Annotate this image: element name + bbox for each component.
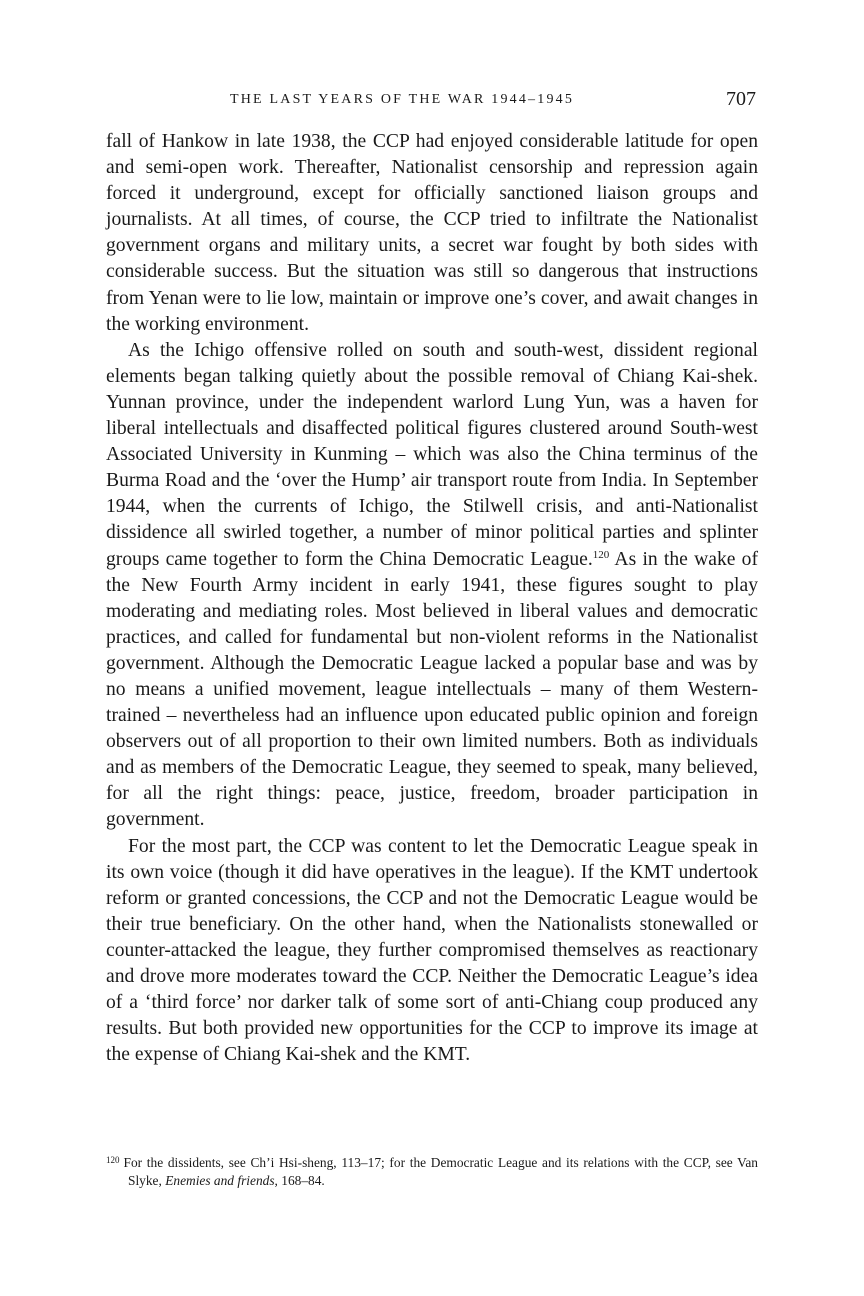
- page-number: 707: [726, 88, 756, 110]
- footnote-reference: 120: [592, 548, 610, 561]
- body-text: [106, 129, 758, 1068]
- paragraph-democratic-league: For the most part, the CCP was content to let the Democratic League speak in its own voice (though it did have operatives in the league). If the KMT undertook reform or granted concessions, the CCP and not the Democratic League would be their true beneficiary. On the other hand, when the Nationalists stonewalled or counter-attacked the league, they further compromised themselves as reactionary and drove more moderates toward the CCP. Neither the Democratic League’s idea of a ‘third force’ nor darker talk of some sort of anti-Chiang coup produced any results. But both provided new opportunities for the CCP to improve its image at the expense of Chiang Kai-shek and the KMT.: [106, 835, 758, 1066]
- footnote-cited-title: Enemies and friends: [165, 1173, 275, 1188]
- footnote-number: 120: [106, 1155, 120, 1165]
- paragraph-text: As the Ichigo offensive rolled on south and south-west, dissident regional elements began talking quietly about the possible removal of Chiang Kai-shek. Yunnan province, under the independent warlord Lung Yun, was a haven for liberal intellectuals and disaffected political figures clustered around South-west Associated University in Kunming – which was also the China terminus of the Burma Road and the ‘over the Hump’ air transport route from India. In September 1944, when the currents of Ichigo, the Stilwell crisis, and anti-Nationalist dissidence all swirled together, a number of minor political parties and splinter groups came together to form the China Democratic League.: [106, 339, 758, 570]
- paragraph-text: As in the wake of the New Fourth Army incident in early 1941, these figures sought to play moderating and mediating roles. Most believed in liberal values and democratic practices, and called for fundamental but non-violent reforms in the Nationalist government. Although the Democratic League lacked a popular base and was by no means a unified movement, league intellectuals – many of them Western-trained – nevertheless had an influence upon educated public opinion and foreign observers out of all proportion to their own limited numbers. Both as individuals and as members of the Democratic League, they seemed to speak, many believed, for all the right things: peace, justice, freedom, broader participation in government.: [106, 548, 759, 831]
- running-head: [106, 86, 758, 116]
- footnote-body: For the dissidents, see Ch’i Hsi-sheng, 113–17; for the Democratic League and its relations with the CCP, see Van Slyke,: [123, 1155, 758, 1188]
- footnote-text: [106, 1151, 758, 1190]
- footnote-body-end: , 168–84.: [274, 1173, 325, 1188]
- paragraph-continued: fall of Hankow in late 1938, the CCP had enjoyed considerable latitude for open and semi-open work. Thereafter, Nationalist censorship and repression again forced it underground, except for officially sanctioned liaison groups and journalists. At all times, of course, the CCP tried to infiltrate the Nationalist government organs and military units, a secret war fought by both sides with considerable success. But the situation was still so dangerous that instructions from Yenan were to lie low, maintain or improve one’s cover, and await changes in the working environment.: [106, 131, 758, 335]
- paragraph-ichigo: [106, 338, 758, 834]
- footnote: [106, 1151, 758, 1190]
- running-head-title: THE LAST YEARS OF THE WAR 1944–1945: [230, 92, 575, 107]
